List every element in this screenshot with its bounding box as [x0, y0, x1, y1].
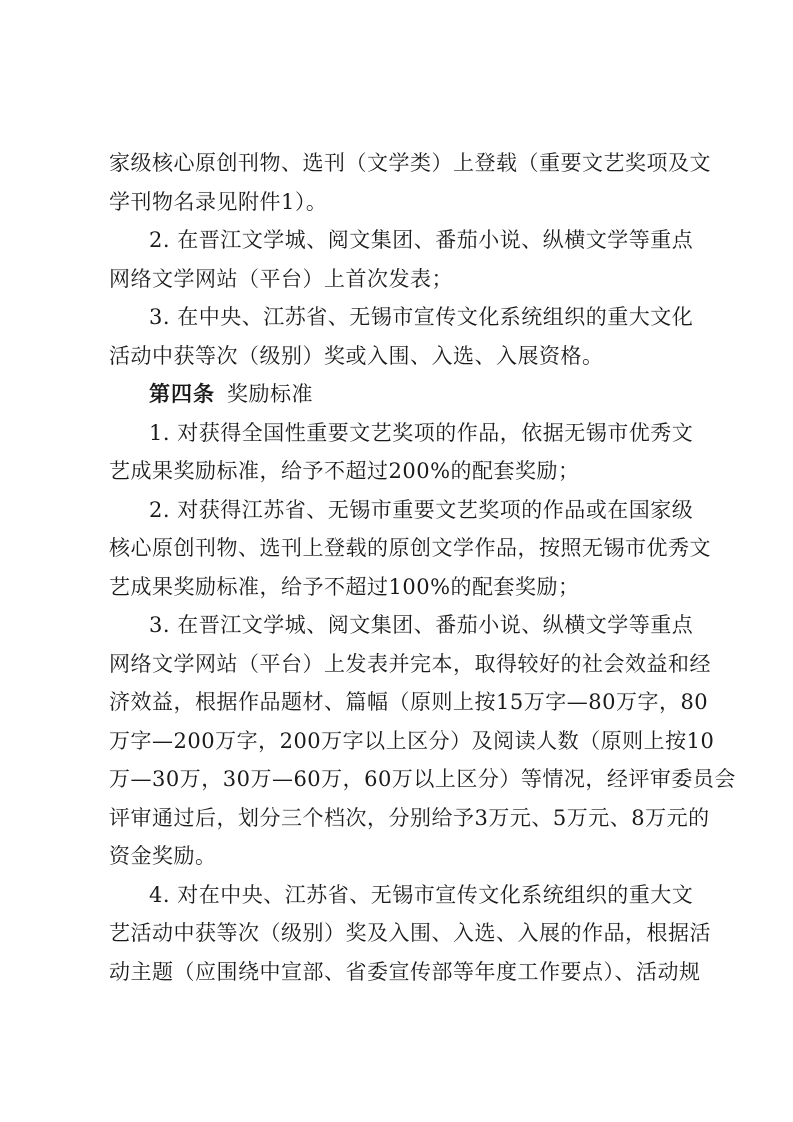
text-line: 艺活动中获等次（级别）奖及入围、入选、入展的作品，根据活	[109, 921, 711, 945]
text-line: 家级核心原创刊物、选刊（文学类）上登载（重要文艺奖项及文	[109, 151, 711, 175]
text-line: 资金奖励。	[109, 844, 217, 868]
text-line: 艺成果奖励标准，给予不超过100%的配套奖励；	[109, 574, 580, 599]
article-title: 奖励标准	[227, 382, 313, 406]
text-line: 4. 对在中央、江苏省、无锡市宣传文化系统组织的重大文	[149, 882, 694, 907]
article-heading	[109, 375, 693, 414]
text-line: 3. 在中央、江苏省、无锡市宣传文化系统组织的重大文化	[149, 305, 694, 329]
text-line: 2. 对获得江苏省、无锡市重要文艺奖项的作品或在国家级	[149, 497, 694, 522]
text-line: 济效益，根据作品题材、篇幅（原则上按15万字—80万字，80	[109, 690, 709, 714]
text-line: 网络文学网站（平台）上首次发表；	[109, 266, 453, 291]
text-line: 万字—200万字，200万字以上区分）及阅读人数（原则上按10	[109, 728, 715, 753]
text-line: 3. 在晋江文学城、阅文集团、番茄小说、纵横文学等重点	[149, 613, 694, 637]
text-line: 学刊物名录见附件1）。	[109, 189, 328, 214]
text-line: 动主题（应围绕中宣部、省委宣传部等年度工作要点）、活动规	[109, 959, 701, 984]
text-line: 2. 在晋江文学城、阅文集团、番茄小说、纵横文学等重点	[149, 228, 694, 252]
text-line: 1. 对获得全国性重要文艺奖项的作品，依据无锡市优秀文	[149, 420, 694, 445]
text-line: 万—30万，30万—60万，60万以上区分）等情况，经评审委员会	[109, 767, 736, 791]
text-line: 活动中获等次（级别）奖或入围、入选、入展资格。	[109, 343, 604, 368]
text-line: 核心原创刊物、选刊上登载的原创文学作品，按照无锡市优秀文	[109, 536, 711, 560]
text-line: 网络文学网站（平台）上发表并完本，取得较好的社会效益和经	[109, 651, 711, 676]
text-line: 艺成果奖励标准，给予不超过200%的配套奖励；	[109, 459, 580, 483]
document-page	[109, 144, 736, 991]
text-line: 评审通过后，划分三个档次，分别给予3万元、5万元、8万元的	[109, 805, 710, 830]
article-number: 第四条	[149, 382, 215, 406]
